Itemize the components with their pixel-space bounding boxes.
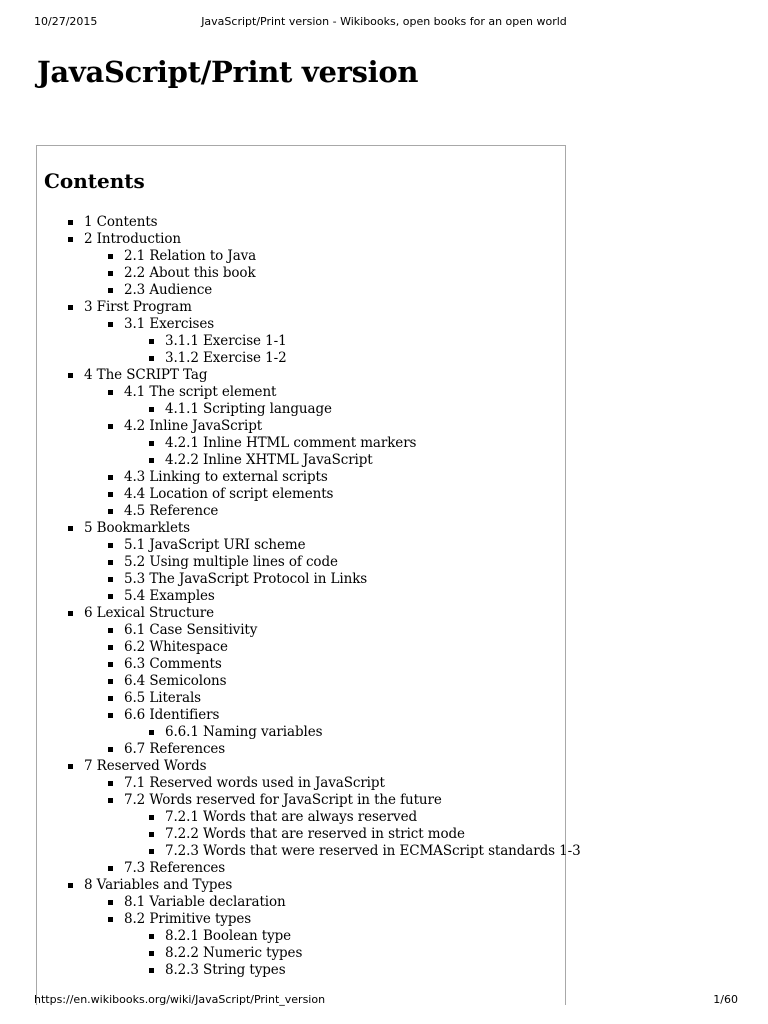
toc-link[interactable]: 5.3 The JavaScript Protocol in Links: [124, 571, 368, 587]
toc-item: [37, 860, 581, 877]
toc-link[interactable]: 5.1 JavaScript URI scheme: [124, 537, 306, 553]
toc-item: [37, 486, 581, 503]
toc-item: [37, 333, 581, 350]
toc-link[interactable]: 6.1 Case Sensitivity: [124, 622, 258, 638]
toc-item: [37, 809, 581, 826]
toc-item: [37, 673, 581, 690]
toc-item: [37, 452, 581, 469]
toc-link[interactable]: 5.4 Examples: [124, 588, 215, 604]
toc-item: [37, 588, 581, 605]
toc-list: [37, 214, 581, 979]
toc-link[interactable]: 7.2 Words reserved for JavaScript in the future: [124, 792, 442, 808]
toc-link[interactable]: 8 Variables and Types: [84, 877, 233, 893]
toc-link[interactable]: 6.6 Identifiers: [124, 707, 220, 723]
toc-item: [37, 469, 581, 486]
toc-link[interactable]: 7.3 References: [124, 860, 226, 876]
toc-link[interactable]: 8.1 Variable declaration: [124, 894, 286, 910]
toc-link[interactable]: 3 First Program: [84, 299, 192, 315]
toc-item: [37, 231, 581, 248]
toc-item: [37, 214, 581, 231]
toc-link[interactable]: 5.2 Using multiple lines of code: [124, 554, 338, 570]
toc-link[interactable]: 4 The SCRIPT Tag: [84, 367, 208, 383]
toc-item: [37, 605, 581, 622]
toc-item: [37, 707, 581, 724]
toc-item: [37, 282, 581, 299]
toc-item: [37, 928, 581, 945]
toc-link[interactable]: 8.2 Primitive types: [124, 911, 252, 927]
print-url: https://en.wikibooks.org/wiki/JavaScript/Print_version: [34, 993, 326, 1006]
page-title: JavaScript/Print version: [37, 55, 419, 89]
toc-item: [37, 639, 581, 656]
toc-link[interactable]: 6.6.1 Naming variables: [165, 724, 323, 740]
toc-item: [37, 248, 581, 265]
toc-item: [37, 962, 581, 979]
table-of-contents: [36, 145, 581, 1005]
toc-item: [37, 350, 581, 367]
toc-link[interactable]: 7.2.3 Words that were reserved in ECMAScript standards 1-3: [165, 843, 581, 859]
toc-item: [37, 877, 581, 894]
toc-link[interactable]: 2 Introduction: [84, 231, 181, 247]
toc-link[interactable]: 3.1.2 Exercise 1-2: [165, 350, 287, 366]
toc-link[interactable]: 4.5 Reference: [124, 503, 219, 519]
toc-link[interactable]: 4.1.1 Scripting language: [165, 401, 332, 417]
toc-item: [37, 656, 581, 673]
toc-item: [37, 622, 581, 639]
toc-link[interactable]: 3.1 Exercises: [124, 316, 215, 332]
toc-item: [37, 554, 581, 571]
toc-link[interactable]: 4.2 Inline JavaScript: [124, 418, 263, 434]
toc-item: [37, 384, 581, 401]
toc-item: [37, 690, 581, 707]
toc-item: [37, 401, 581, 418]
toc-item: [37, 894, 581, 911]
toc-link[interactable]: 6 Lexical Structure: [84, 605, 215, 621]
toc-item: [37, 945, 581, 962]
toc-link[interactable]: 4.4 Location of script elements: [124, 486, 334, 502]
toc-link[interactable]: 8.2.1 Boolean type: [165, 928, 292, 944]
toc-item: [37, 571, 581, 588]
toc-link[interactable]: 6.5 Literals: [124, 690, 202, 706]
toc-link[interactable]: 4.2.1 Inline HTML comment markers: [165, 435, 417, 451]
toc-heading: Contents: [44, 169, 145, 193]
toc-link[interactable]: 2.3 Audience: [124, 282, 213, 298]
toc-item: [37, 265, 581, 282]
print-footer: [0, 992, 768, 1008]
toc-link[interactable]: 7.2.2 Words that are reserved in strict mode: [165, 826, 465, 842]
toc-item: [37, 537, 581, 554]
toc-item: [37, 367, 581, 384]
toc-item: [37, 911, 581, 928]
print-page-title: JavaScript/Print version - Wikibooks, open books for an open world: [201, 15, 567, 28]
toc-item: [37, 520, 581, 537]
print-header: [0, 14, 768, 30]
toc-item: [37, 316, 581, 333]
toc-item: [37, 792, 581, 809]
toc-link[interactable]: 7.2.1 Words that are always reserved: [165, 809, 417, 825]
toc-link[interactable]: 5 Bookmarklets: [84, 520, 190, 536]
toc-item: [37, 418, 581, 435]
toc-item: [37, 775, 581, 792]
toc-item: [37, 758, 581, 775]
toc-link[interactable]: 2.2 About this book: [124, 265, 256, 281]
toc-link[interactable]: 1 Contents: [84, 214, 158, 230]
toc-link[interactable]: 6.7 References: [124, 741, 226, 757]
toc-link[interactable]: 2.1 Relation to Java: [124, 248, 257, 264]
toc-link[interactable]: 4.1 The script element: [124, 384, 277, 400]
toc-link[interactable]: 7 Reserved Words: [84, 758, 207, 774]
toc-link[interactable]: 6.2 Whitespace: [124, 639, 228, 655]
toc-item: [37, 299, 581, 316]
toc-item: [37, 741, 581, 758]
toc-item: [37, 435, 581, 452]
toc-link[interactable]: 8.2.3 String types: [165, 962, 286, 978]
toc-link[interactable]: 4.2.2 Inline XHTML JavaScript: [165, 452, 373, 468]
toc-link[interactable]: 3.1.1 Exercise 1-1: [165, 333, 287, 349]
toc-item: [37, 503, 581, 520]
toc-item: [37, 826, 581, 843]
toc-link[interactable]: 7.1 Reserved words used in JavaScript: [124, 775, 385, 791]
toc-item: [37, 724, 581, 741]
toc-link[interactable]: 8.2.2 Numeric types: [165, 945, 303, 961]
page-number: 1/60: [713, 993, 738, 1006]
toc-link[interactable]: 6.3 Comments: [124, 656, 222, 672]
toc-link[interactable]: 4.3 Linking to external scripts: [124, 469, 328, 485]
toc-item: [37, 843, 581, 860]
toc-link[interactable]: 6.4 Semicolons: [124, 673, 227, 689]
print-date: 10/27/2015: [34, 15, 98, 28]
